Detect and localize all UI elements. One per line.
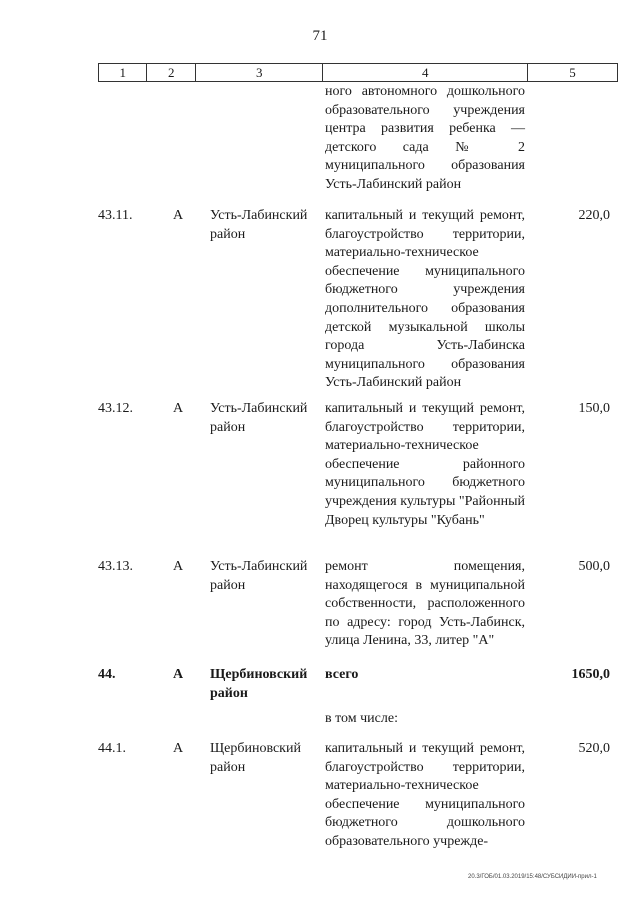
row-amount: 500,0 <box>578 559 610 574</box>
column-header-1: 1 <box>99 64 147 82</box>
row-district: Усть-Лабинский район <box>210 559 308 593</box>
row-number: 43.12. <box>98 401 133 416</box>
table-header-row <box>98 63 618 82</box>
row-number: 44.1. <box>98 741 126 756</box>
row-category: А <box>172 208 184 223</box>
row-amount: 520,0 <box>578 741 610 756</box>
page-number: 71 <box>312 28 328 44</box>
column-header-2: 2 <box>147 64 195 82</box>
row-district: Щербиновский район <box>210 667 308 701</box>
continuation-description: ного автономного дошкольного образовательного учреждения центра развития ребенка — детского сада № 2 муниципального образования Усть-Лабинский район <box>325 84 525 192</box>
column-header-3: 3 <box>195 64 323 82</box>
row-amount: 1650,0 <box>571 667 610 682</box>
row-category: А <box>172 741 184 756</box>
row-description: капитальный и текущий ремонт, благоустройство территории, материально-техническое обеспечение муниципального бюджетного учреждения дополнительного образования детской музыкальной школы города Усть-Лабинска муниципального образования Усть-Лабинский район <box>325 208 525 391</box>
row-district: Усть-Лабинский район <box>210 208 308 242</box>
including-label: в том числе: <box>325 711 398 726</box>
row-category: А <box>172 401 184 416</box>
column-header-5: 5 <box>528 64 618 82</box>
footer-stamp: 20.3/ГОБ/01.03.2019/15:48/СУБСИДИИ-прил-1 <box>468 874 597 880</box>
column-header-4: 4 <box>323 64 528 82</box>
row-number: 44. <box>98 667 116 682</box>
row-number: 43.11. <box>98 208 133 223</box>
row-amount: 150,0 <box>578 401 610 416</box>
row-description: капитальный и текущий ремонт, благоустройство территории, материально-техническое обеспечение муниципального бюджетного дошкольного образовательного учрежде- <box>325 741 525 849</box>
row-description: всего <box>325 667 359 682</box>
row-district: Усть-Лабинский район <box>210 401 308 435</box>
row-amount: 220,0 <box>578 208 610 223</box>
row-description: ремонт помещения, находящегося в муниципальной собственности, расположенного по адресу: город Усть-Лабинск, улица Ленина, 33, литер "А" <box>325 559 525 649</box>
row-number: 43.13. <box>98 559 133 574</box>
row-category: А <box>172 667 184 682</box>
row-category: А <box>172 559 184 574</box>
row-description: капитальный и текущий ремонт, благоустройство территории, материально-техническое обеспечение районного муниципального бюджетного учреждения культуры "Районный Дворец культуры "Кубань" <box>325 401 525 528</box>
row-district: Щербиновский район <box>210 741 301 775</box>
